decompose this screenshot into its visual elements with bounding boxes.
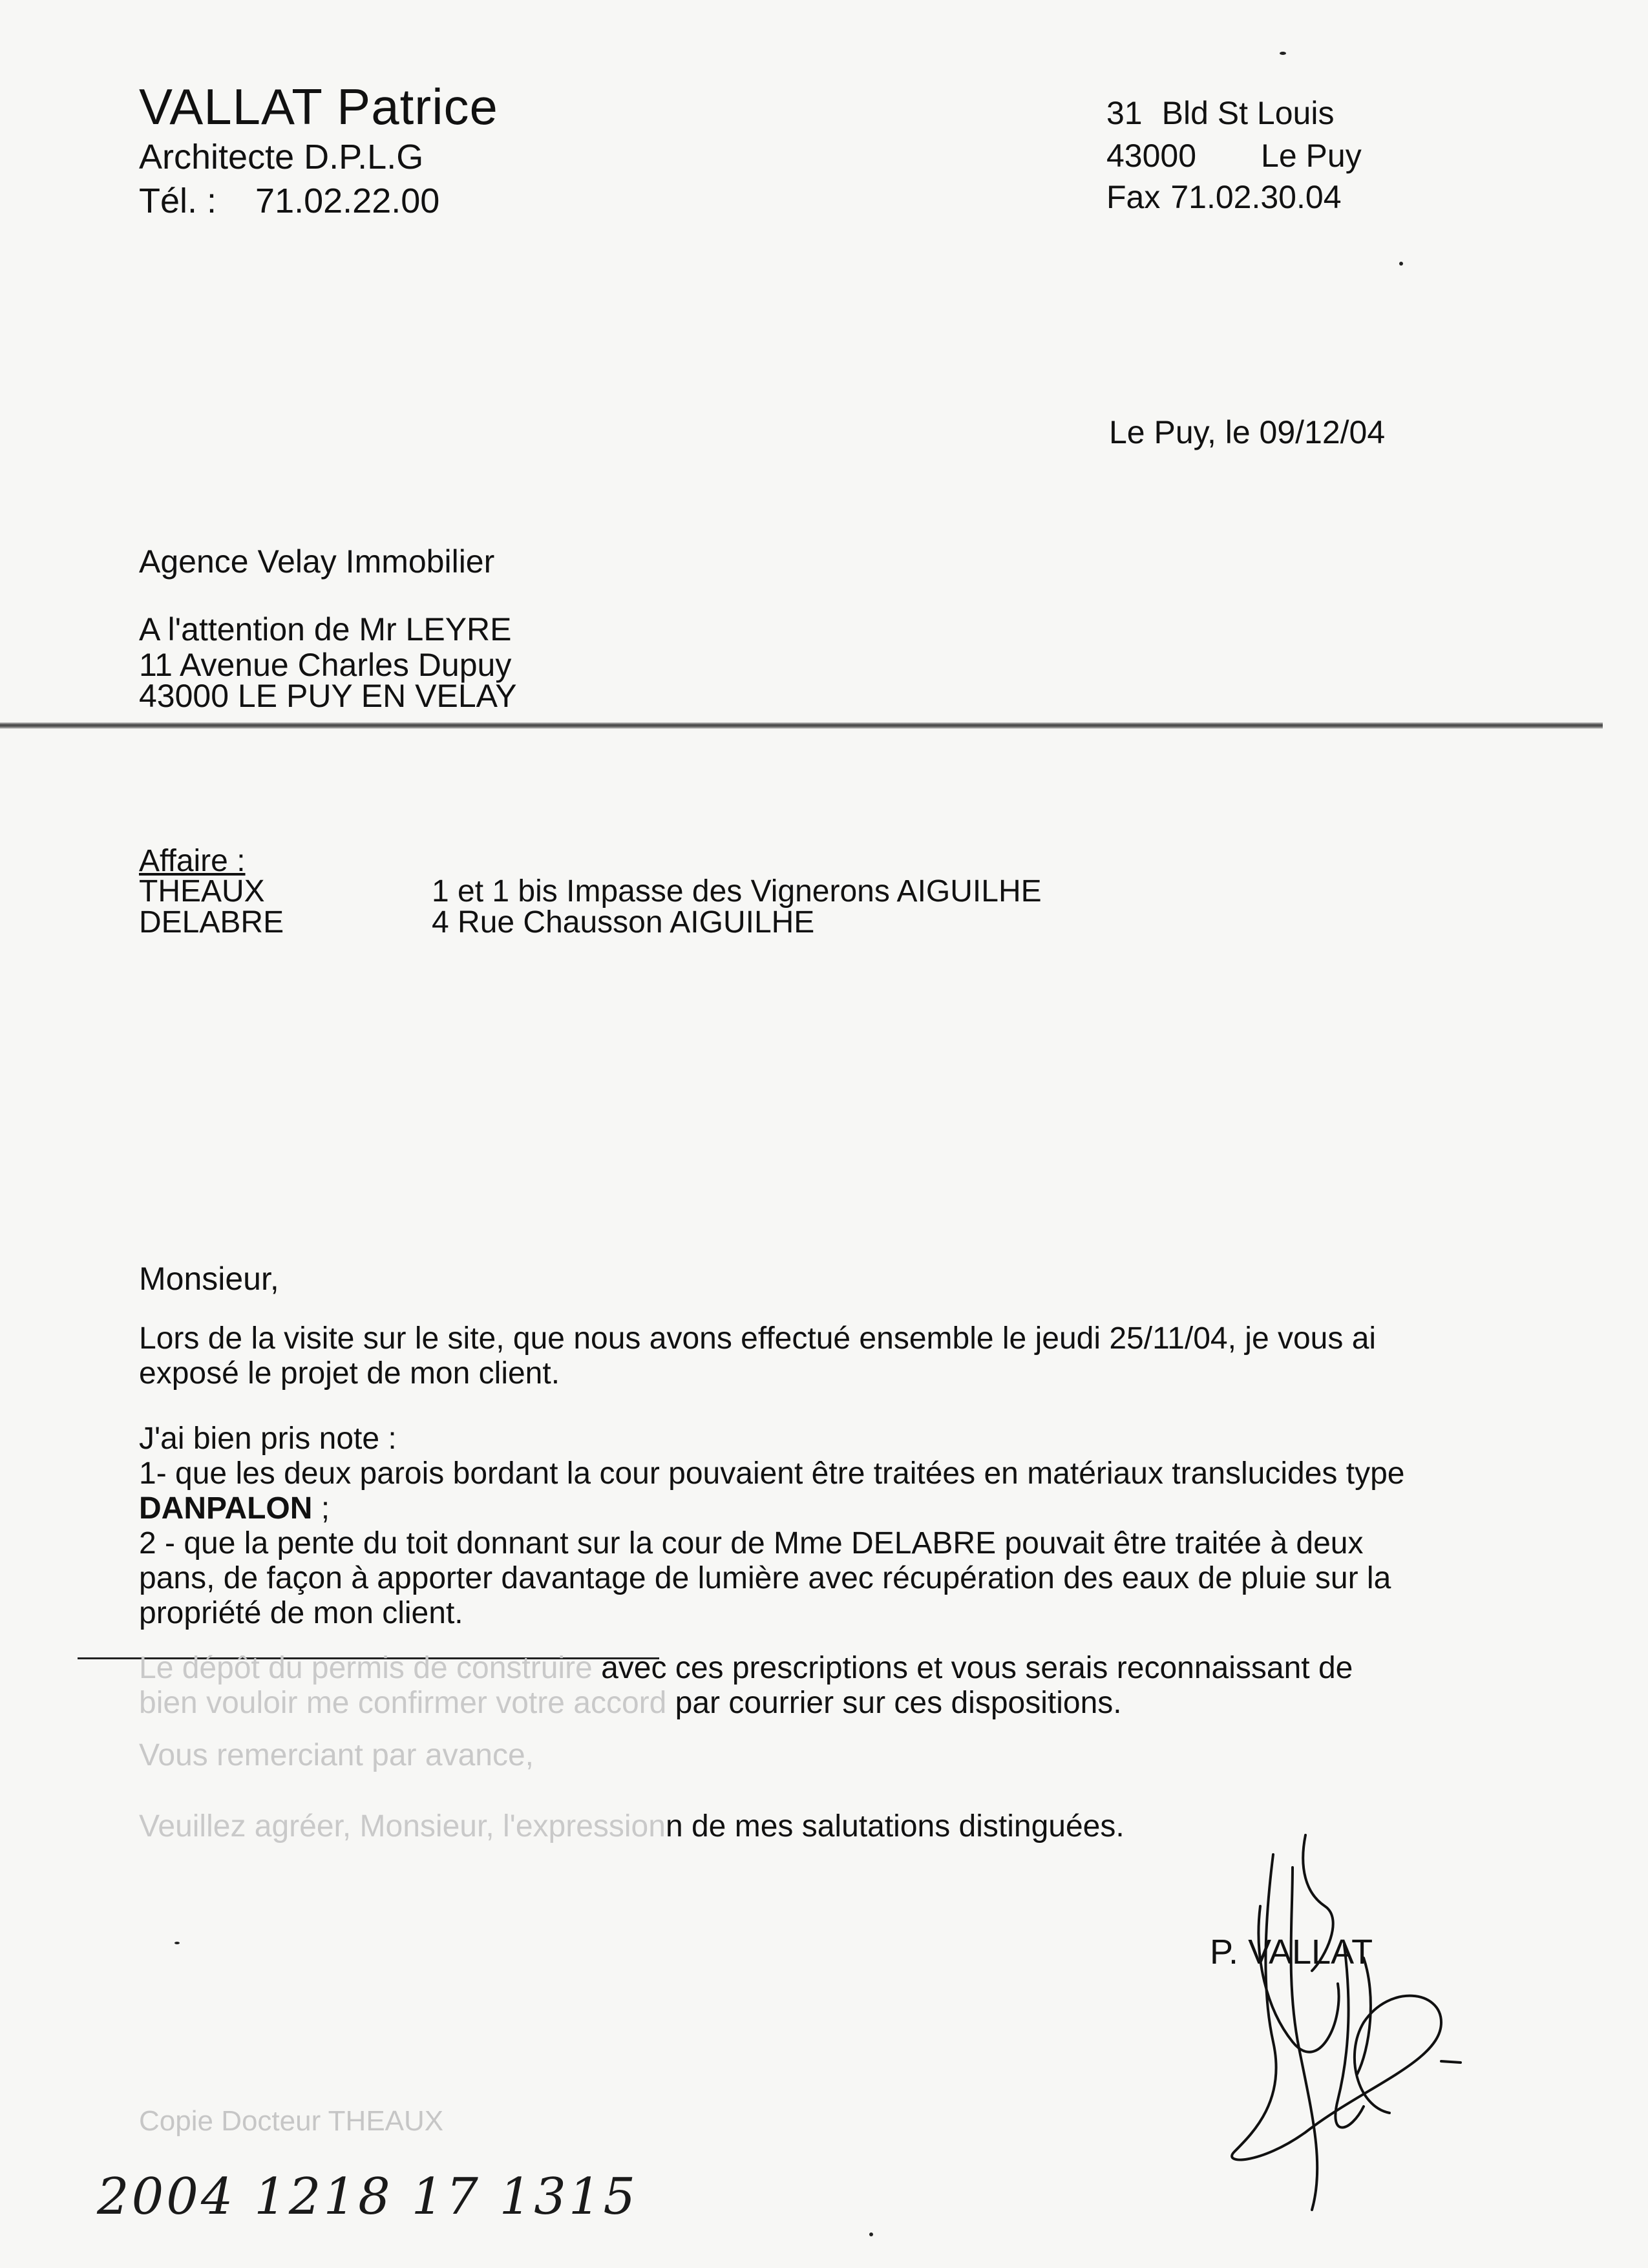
sender-title: Architecte D.P.L.G [139,138,424,176]
product-name: DANPALON [139,1491,313,1526]
fax-fold-line [0,722,1603,729]
sender-address-line2 [1106,137,1362,174]
body-paragraph [139,1651,1438,1721]
phone-label: Tél. : [139,182,217,220]
scan-speck [1399,262,1403,266]
body-paragraph: Lors de la visite sur le site, que nous avons effectué ensemble le jeudi 25/11/04, je vous ai exposé le projet de mon client. [139,1321,1377,1391]
paragraph-text: par courrier sur ces dispositions. [666,1686,1122,1720]
address-number: 31 [1106,95,1143,131]
faded-text: Le dépôt du permis de construire [139,1651,593,1685]
copy-note: Copie Docteur THEAUX [139,2105,444,2137]
recipient-company: Agence Velay Immobilier [139,543,495,580]
sender-name: VALLAT Patrice [139,78,498,135]
affaire-label: Affaire : [139,844,246,878]
affaire-address: 4 Rue Chausson AIGUILHE [432,905,815,940]
list-item [139,1456,1438,1526]
affaire-address: 1 et 1 bis Impasse des Vignerons AIGUILHE [432,874,1042,908]
sender-fax [1106,178,1342,216]
scan-speck [869,2232,873,2236]
handwritten-stamp: 2004 1218 17 1315 [97,2168,639,2226]
list-item: 2 - que la pente du toit donnant sur la cour de Mme DELABRE pouvait être traitée à deux pans, de façon à apporter davantage de lumière avec récupération des eaux de pluie sur la propriété de mon client. [139,1526,1391,1630]
list-intro: J'ai bien pris note : [139,1422,397,1456]
affaire-name: DELABRE [139,905,284,940]
faded-text: bien vouloir me confirmer votre accord [139,1686,667,1720]
recipient-attention: A l'attention de Mr LEYRE [139,611,512,647]
fax-value: 71.02.30.04 [1170,179,1342,215]
fax-label: Fax [1106,179,1161,215]
signature-icon [1196,1829,1467,2216]
paragraph-text: n de mes salutations distinguées. [665,1809,1125,1843]
faded-paragraph: Vous remerciant par avance, [139,1738,534,1772]
signer-name: P. VALLAT [1210,1933,1373,1971]
phone-value: 71.02.22.00 [255,182,440,220]
address-postcode: 43000 [1106,138,1197,174]
sender-phone [139,181,439,221]
letter-date: Le Puy, le 09/12/04 [1109,414,1386,450]
list-item-text: 1- que les deux parois bordant la cour pouvaient être traitées en matériaux translucides type [139,1456,1405,1491]
address-street: Bld St Louis [1161,95,1335,131]
address-city: Le Puy [1261,138,1362,174]
salutation: Monsieur, [139,1261,279,1297]
list-item-text: ; [312,1491,330,1526]
scan-speck [174,1942,180,1944]
body-paragraph [139,1422,1438,1631]
recipient-city: 43000 LE PUY EN VELAY [139,678,517,714]
affaire-name: THEAUX [139,874,265,908]
sender-address-line1 [1106,94,1334,132]
paragraph-text: avec ces prescriptions et vous serais reconnaissant de [592,1651,1353,1685]
scan-speck [1280,52,1286,55]
recipient-street: 11 Avenue Charles Dupuy [139,647,512,683]
faded-text: Veuillez agréer, Monsieur, l'expression [139,1809,666,1843]
